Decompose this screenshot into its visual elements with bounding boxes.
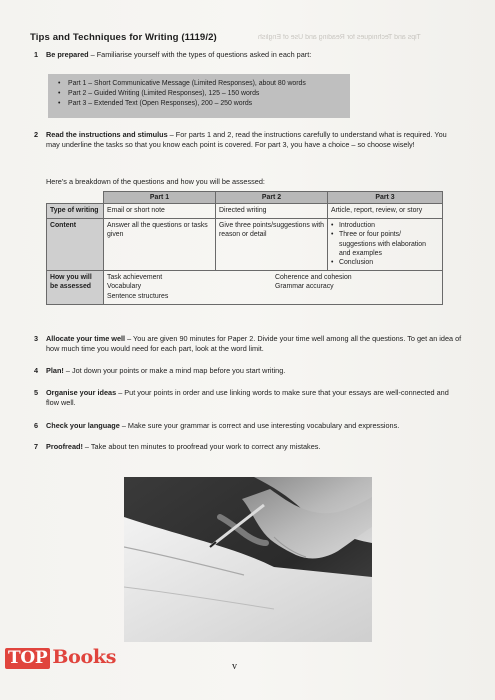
bullet-item: • Conclusion xyxy=(331,258,439,267)
criterion: Sentence structures xyxy=(107,292,169,300)
table-cell xyxy=(328,218,443,270)
table-cell: Article, report, review, or story xyxy=(328,204,443,218)
tip-text: – Take about ten minutes to proofread your work to correct any mistakes. xyxy=(82,442,321,451)
tip-number: 6 xyxy=(34,421,39,430)
tip-text: – You are given 90 minutes for Paper 2. Divide your time well among all the questions. To get an idea of how much time you would need for each part, look at the word limit. xyxy=(46,334,462,354)
column-header: Part 1 xyxy=(104,192,216,204)
table-cell: Answer all the questions or tasks given xyxy=(104,218,216,270)
bleed-through-text: Tips and Techniques for Reading and Use of English xyxy=(258,34,421,41)
tip-item-6 xyxy=(30,421,462,431)
tip-heading: Be prepared xyxy=(46,50,89,59)
criterion: Task achievement xyxy=(107,273,163,281)
parts-callout-box xyxy=(48,74,350,118)
row-header: How you will be assessed xyxy=(47,270,104,304)
bullet-item: • Introduction xyxy=(331,221,439,230)
breakdown-intro xyxy=(46,177,446,187)
table-cell xyxy=(104,270,443,304)
column-header: Part 3 xyxy=(328,192,443,204)
page-title: Tips and Techniques for Writing (1119/2) xyxy=(30,32,217,43)
table-cell: Email or short note xyxy=(104,204,216,218)
tip-heading: Organise your ideas xyxy=(46,388,117,397)
writing-hand-illustration xyxy=(124,477,372,642)
table-row xyxy=(47,270,443,304)
assessment-table xyxy=(46,191,443,305)
tip-text: – Familiarise yourself with the types of questions asked in each part: xyxy=(88,50,312,59)
writing-hand-photo xyxy=(124,477,372,642)
assess-column-2 xyxy=(275,273,352,292)
parts-list-item: • Part 1 – Short Communicative Message (Limited Responses), about 80 words xyxy=(58,79,350,89)
breakdown-intro-text: Here’s a breakdown of the questions and how you will be assessed: xyxy=(46,177,265,186)
tip-item-1 xyxy=(30,50,462,60)
tip-item-5 xyxy=(30,388,462,409)
topbooks-watermark-logo xyxy=(5,646,116,669)
tip-number: 2 xyxy=(34,130,39,139)
logo-top: TOP xyxy=(5,648,50,669)
tip-item-7 xyxy=(30,442,462,452)
tip-text: – For parts 1 and 2, read the instructions carefully to understand what is required. You may underline the tasks so that you know each point is covered. For part 3, you have a choice – so choose wisely! xyxy=(46,130,447,150)
logo-books: Books xyxy=(52,646,117,668)
tip-item-4 xyxy=(30,366,462,376)
table-cell: Directed writing xyxy=(216,204,328,218)
tip-heading: Allocate your time well xyxy=(46,334,126,343)
assess-column-1 xyxy=(107,273,168,301)
row-header: Content xyxy=(47,218,104,270)
tip-heading: Read the instructions and stimulus xyxy=(46,130,168,139)
tip-heading: Check your language xyxy=(46,421,120,430)
parts-list-item: • Part 2 – Guided Writing (Limited Responses), 125 – 150 words xyxy=(58,89,350,99)
row-header: Type of writing xyxy=(47,204,104,218)
tip-number: 1 xyxy=(34,50,39,59)
tip-number: 5 xyxy=(34,388,39,397)
tip-text: – Put your points in order and use linking words to make sure that your essays are well-connected and flow well. xyxy=(46,388,449,408)
tip-number: 3 xyxy=(34,334,39,343)
tip-heading: Plan! xyxy=(46,366,64,375)
table-row xyxy=(47,204,443,218)
column-header: Part 2 xyxy=(216,192,328,204)
criterion: Grammar accuracy xyxy=(275,283,334,291)
tip-number: 4 xyxy=(34,366,39,375)
criterion: Coherence and cohesion xyxy=(275,273,352,281)
tip-number: 7 xyxy=(34,442,39,451)
tip-heading: Proofread! xyxy=(46,442,83,451)
tip-item-3 xyxy=(30,334,462,355)
tip-text: – Jot down your points or make a mind map before you start writing. xyxy=(63,366,286,375)
table-cell: Give three points/suggestions with reason or detail xyxy=(216,218,328,270)
bullet-item: • Three or four points/ suggestions with elaboration and examples xyxy=(331,230,439,258)
page-number: v xyxy=(232,661,237,672)
criterion: Vocabulary xyxy=(107,283,142,291)
parts-list-item: • Part 3 – Extended Text (Open Responses), 200 – 250 words xyxy=(58,99,350,109)
tip-text: – Make sure your grammar is correct and use interesting vocabulary and expressions. xyxy=(119,421,400,430)
tip-item-2 xyxy=(30,130,462,151)
table-header-row xyxy=(47,192,443,204)
table-row xyxy=(47,218,443,270)
table-corner xyxy=(47,192,104,204)
